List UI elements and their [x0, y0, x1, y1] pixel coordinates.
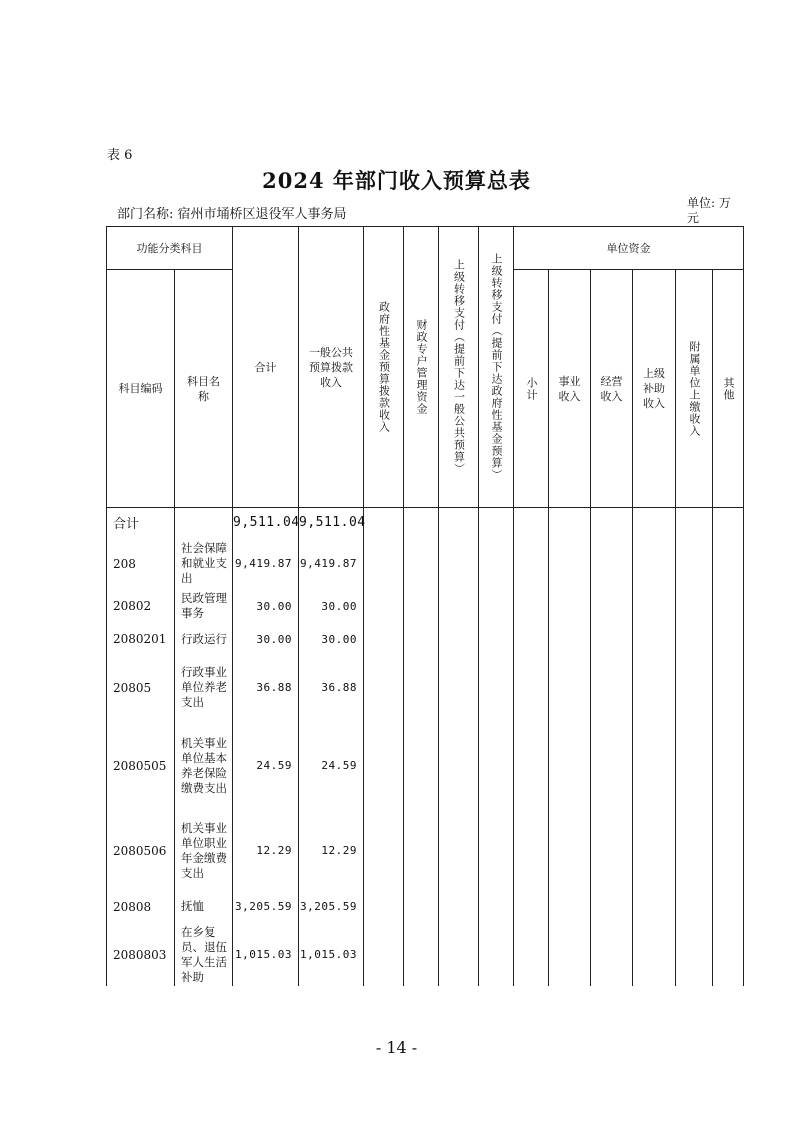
row-name: 机关事业单位职业年金缴费支出 — [175, 812, 233, 890]
header-general-budget: 一般公共预算拨款收入 — [299, 227, 364, 508]
header-unit-funds: 单位资金 — [514, 227, 744, 270]
row-general: 30.00 — [299, 590, 364, 623]
table-row — [107, 890, 744, 924]
table-row — [107, 590, 744, 623]
header-gov-fund: 政府性基金预算拨款收入 — [377, 301, 391, 433]
header-total: 合计 — [233, 227, 299, 508]
row-name: 行政运行 — [175, 623, 233, 656]
header-business-income: 事业收入 — [549, 270, 591, 508]
row-code: 20808 — [107, 890, 175, 924]
row-general: 9,419.87 — [299, 538, 364, 590]
row-general: 1,015.03 — [299, 924, 364, 986]
header-name: 科目名称 — [175, 270, 233, 508]
header-subtotal: 小计 — [525, 376, 538, 401]
row-code: 2080803 — [107, 924, 175, 986]
row-code: 2080506 — [107, 812, 175, 890]
header-transfer-fund: 上级转移支付（提前下达政府性基金预算） — [490, 253, 503, 481]
header-transfer-fund-cell — [479, 227, 514, 508]
header-subtotal-cell — [514, 270, 549, 508]
row-code: 20802 — [107, 590, 175, 623]
table-row — [107, 656, 744, 720]
row-name: 在乡复员、退伍军人生活补助 — [175, 924, 233, 986]
row-total: 9,419.87 — [233, 538, 299, 590]
header-affiliated-income: 附属单位上缴收入 — [688, 340, 701, 437]
header-special-account: 财政专户管理资金 — [415, 319, 428, 415]
header-affiliated-cell — [676, 270, 713, 508]
header-superior-subsidy: 上级补助收入 — [633, 270, 676, 508]
row-general: 12.29 — [299, 812, 364, 890]
row-total: 1,015.03 — [233, 924, 299, 986]
table-row — [107, 538, 744, 590]
row-name: 民政管理事务 — [175, 590, 233, 623]
header-other-cell — [713, 270, 744, 508]
table-row — [107, 623, 744, 656]
row-name — [175, 508, 233, 538]
row-name: 行政事业单位养老支出 — [175, 656, 233, 720]
row-code: 2080201 — [107, 623, 175, 656]
header-transfer-general: 上级转移支付（提前下达一般公共预算） — [452, 259, 466, 475]
budget-table — [106, 226, 744, 986]
header-gov-fund-cell — [364, 227, 404, 508]
page-title: 2024 年部门收入预算总表 — [262, 168, 531, 193]
header-operating-income: 经营收入 — [591, 270, 633, 508]
row-total: 30.00 — [233, 590, 299, 623]
row-general: 24.59 — [299, 720, 364, 812]
table-row — [107, 720, 744, 812]
row-total: 36.88 — [233, 656, 299, 720]
row-total: 24.59 — [233, 720, 299, 812]
row-name: 社会保障和就业支出 — [175, 538, 233, 590]
table-row — [107, 508, 744, 538]
row-total: 3,205.59 — [233, 890, 299, 924]
row-code: 208 — [107, 538, 175, 590]
header-functional-classification: 功能分类科目 — [107, 227, 233, 270]
page-number: - 14 - — [375, 1038, 418, 1057]
row-code: 2080505 — [107, 720, 175, 812]
header-code: 科目编码 — [107, 270, 175, 508]
table-body — [107, 508, 744, 986]
row-general: 9,511.04 — [299, 508, 364, 538]
row-general: 3,205.59 — [299, 890, 364, 924]
row-code: 20805 — [107, 656, 175, 720]
row-name: 机关事业单位基本养老保险缴费支出 — [175, 720, 233, 812]
row-total: 30.00 — [233, 623, 299, 656]
row-code: 合计 — [107, 508, 175, 538]
row-general: 30.00 — [299, 623, 364, 656]
table-label: 表 6 — [107, 148, 133, 163]
header-transfer-general-cell — [439, 227, 479, 508]
table-row — [107, 812, 744, 890]
unit-label: 单位: 万元 — [687, 196, 731, 225]
row-general: 36.88 — [299, 656, 364, 720]
row-total: 12.29 — [233, 812, 299, 890]
row-name: 抚恤 — [175, 890, 233, 924]
header-other: 其他 — [722, 376, 735, 401]
header-special-account-cell — [404, 227, 439, 508]
table-row — [107, 924, 744, 986]
row-total: 9,511.04 — [233, 508, 299, 538]
department-label: 部门名称: 宿州市埇桥区退役军人事务局 — [117, 207, 347, 222]
